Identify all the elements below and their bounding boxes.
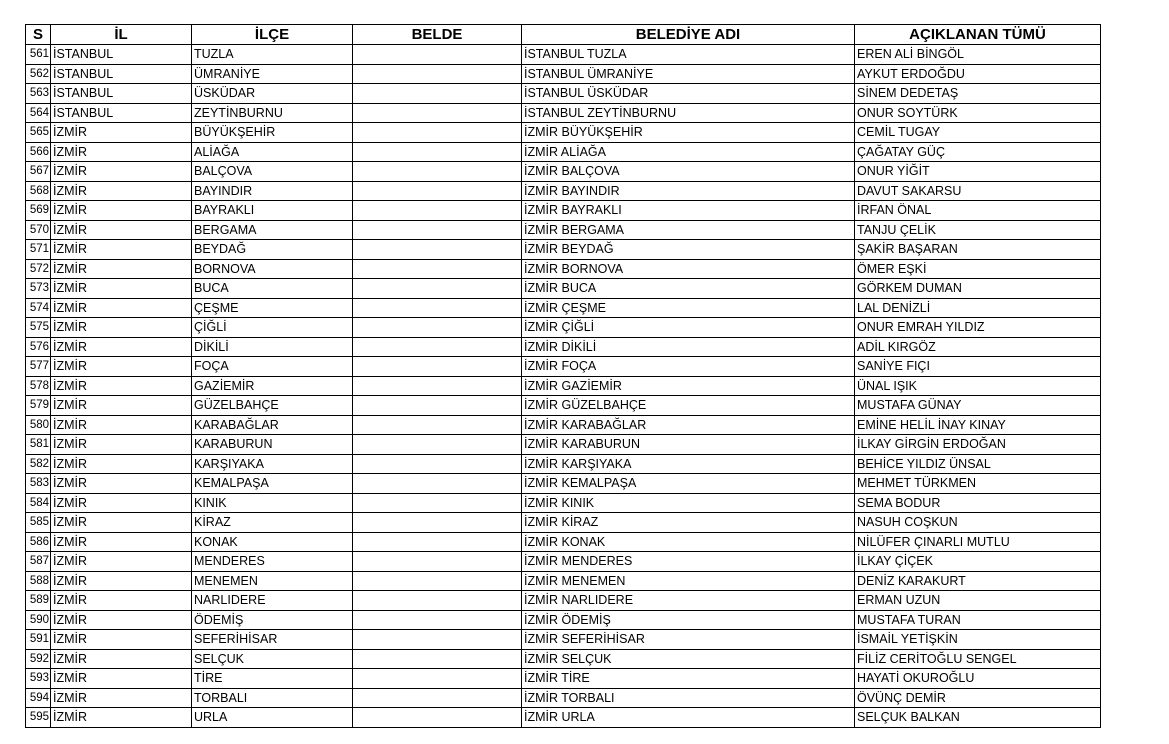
cell-ilce: TORBALI [192, 688, 353, 708]
cell-belediye-adi: İZMİR TORBALI [522, 688, 855, 708]
cell-belde [353, 591, 522, 611]
cell-belde [353, 415, 522, 435]
cell-ilce: KARABAĞLAR [192, 415, 353, 435]
cell-ilce: KINIK [192, 493, 353, 513]
table-row [26, 123, 1101, 143]
cell-belde [353, 649, 522, 669]
cell-il: İSTANBUL [51, 84, 192, 104]
table-row [26, 454, 1101, 474]
cell-s: 582 [26, 454, 51, 474]
cell-s: 584 [26, 493, 51, 513]
cell-ilce: SEFERİHİSAR [192, 630, 353, 650]
cell-belde [353, 552, 522, 572]
cell-belde [353, 220, 522, 240]
cell-s: 591 [26, 630, 51, 650]
cell-aciklanan: İRFAN ÖNAL [855, 201, 1101, 221]
table-row [26, 708, 1101, 728]
cell-aciklanan: MUSTAFA GÜNAY [855, 396, 1101, 416]
cell-ilce: BUCA [192, 279, 353, 299]
table-row [26, 415, 1101, 435]
cell-s: 577 [26, 357, 51, 377]
cell-il: İZMİR [51, 337, 192, 357]
cell-aciklanan: İLKAY GİRGİN ERDOĞAN [855, 435, 1101, 455]
cell-s: 562 [26, 64, 51, 84]
cell-s: 574 [26, 298, 51, 318]
cell-ilce: NARLIDERE [192, 591, 353, 611]
cell-belde [353, 435, 522, 455]
cell-belde [353, 45, 522, 65]
cell-belde [353, 708, 522, 728]
cell-belediye-adi: İZMİR KARABAĞLAR [522, 415, 855, 435]
cell-il: İSTANBUL [51, 45, 192, 65]
header-il: İL [51, 25, 192, 45]
cell-aciklanan: ONUR SOYTÜRK [855, 103, 1101, 123]
cell-ilce: DİKİLİ [192, 337, 353, 357]
cell-aciklanan: SELÇUK BALKAN [855, 708, 1101, 728]
cell-belediye-adi: İZMİR KEMALPAŞA [522, 474, 855, 494]
cell-s: 566 [26, 142, 51, 162]
table-row [26, 142, 1101, 162]
cell-aciklanan: AYKUT ERDOĞDU [855, 64, 1101, 84]
cell-ilce: BAYINDIR [192, 181, 353, 201]
cell-s: 589 [26, 591, 51, 611]
table-row [26, 259, 1101, 279]
cell-il: İZMİR [51, 415, 192, 435]
cell-aciklanan: ÇAĞATAY GÜÇ [855, 142, 1101, 162]
cell-belediye-adi: İSTANBUL ÜSKÜDAR [522, 84, 855, 104]
cell-belde [353, 454, 522, 474]
cell-ilce: BORNOVA [192, 259, 353, 279]
header-ilce: İLÇE [192, 25, 353, 45]
cell-il: İZMİR [51, 493, 192, 513]
cell-belediye-adi: İZMİR SEFERİHİSAR [522, 630, 855, 650]
cell-s: 571 [26, 240, 51, 260]
cell-ilce: MENDERES [192, 552, 353, 572]
cell-aciklanan: ÜNAL IŞIK [855, 376, 1101, 396]
table-row [26, 591, 1101, 611]
cell-il: İZMİR [51, 298, 192, 318]
header-belediye-adi: BELEDİYE ADI [522, 25, 855, 45]
table-row [26, 649, 1101, 669]
cell-ilce: KEMALPAŞA [192, 474, 353, 494]
table-row [26, 240, 1101, 260]
cell-s: 565 [26, 123, 51, 143]
table-row [26, 357, 1101, 377]
cell-aciklanan: SANİYE FIÇI [855, 357, 1101, 377]
cell-s: 588 [26, 571, 51, 591]
cell-s: 561 [26, 45, 51, 65]
cell-belediye-adi: İZMİR MENEMEN [522, 571, 855, 591]
table-row [26, 298, 1101, 318]
cell-s: 568 [26, 181, 51, 201]
cell-il: İZMİR [51, 318, 192, 338]
cell-aciklanan: CEMİL TUGAY [855, 123, 1101, 143]
cell-belediye-adi: İZMİR BERGAMA [522, 220, 855, 240]
cell-s: 572 [26, 259, 51, 279]
table-row [26, 474, 1101, 494]
cell-belediye-adi: İZMİR BUCA [522, 279, 855, 299]
cell-aciklanan: NASUH COŞKUN [855, 513, 1101, 533]
cell-aciklanan: NİLÜFER ÇINARLI MUTLU [855, 532, 1101, 552]
cell-aciklanan: FİLİZ CERİTOĞLU SENGEL [855, 649, 1101, 669]
cell-belde [353, 84, 522, 104]
cell-il: İSTANBUL [51, 103, 192, 123]
cell-belde [353, 688, 522, 708]
cell-belediye-adi: İZMİR GAZİEMİR [522, 376, 855, 396]
cell-ilce: ALİAĞA [192, 142, 353, 162]
cell-ilce: KARABURUN [192, 435, 353, 455]
cell-belde [353, 103, 522, 123]
table-row [26, 64, 1101, 84]
cell-belediye-adi: İZMİR BORNOVA [522, 259, 855, 279]
cell-ilce: SELÇUK [192, 649, 353, 669]
table-row [26, 532, 1101, 552]
cell-belde [353, 123, 522, 143]
cell-ilce: KARŞIYAKA [192, 454, 353, 474]
cell-aciklanan: DENİZ KARAKURT [855, 571, 1101, 591]
candidates-table [25, 24, 1101, 728]
cell-belde [353, 630, 522, 650]
cell-belde [353, 298, 522, 318]
cell-il: İZMİR [51, 240, 192, 260]
header-s: S [26, 25, 51, 45]
cell-belde [353, 571, 522, 591]
table-row [26, 610, 1101, 630]
cell-aciklanan: BEHİCE YILDIZ ÜNSAL [855, 454, 1101, 474]
cell-belediye-adi: İZMİR KİRAZ [522, 513, 855, 533]
cell-il: İZMİR [51, 123, 192, 143]
cell-aciklanan: MEHMET TÜRKMEN [855, 474, 1101, 494]
cell-aciklanan: ŞAKİR BAŞARAN [855, 240, 1101, 260]
cell-aciklanan: EMİNE HELİL İNAY KINAY [855, 415, 1101, 435]
cell-il: İZMİR [51, 181, 192, 201]
header-row [26, 25, 1101, 45]
cell-belediye-adi: İZMİR NARLIDERE [522, 591, 855, 611]
cell-belde [353, 279, 522, 299]
table-row [26, 45, 1101, 65]
cell-belde [353, 201, 522, 221]
table-row [26, 435, 1101, 455]
cell-belde [353, 259, 522, 279]
cell-ilce: URLA [192, 708, 353, 728]
cell-aciklanan: TANJU ÇELİK [855, 220, 1101, 240]
cell-s: 578 [26, 376, 51, 396]
cell-aciklanan: HAYATİ OKUROĞLU [855, 669, 1101, 689]
cell-aciklanan: İLKAY ÇİÇEK [855, 552, 1101, 572]
cell-il: İSTANBUL [51, 64, 192, 84]
cell-ilce: BÜYÜKŞEHİR [192, 123, 353, 143]
cell-il: İZMİR [51, 357, 192, 377]
cell-il: İZMİR [51, 532, 192, 552]
cell-belde [353, 396, 522, 416]
cell-belde [353, 610, 522, 630]
cell-belediye-adi: İZMİR KARŞIYAKA [522, 454, 855, 474]
header-aciklanan: AÇIKLANAN TÜMÜ [855, 25, 1101, 45]
cell-ilce: BEYDAĞ [192, 240, 353, 260]
cell-aciklanan: LAL DENİZLİ [855, 298, 1101, 318]
cell-il: İZMİR [51, 201, 192, 221]
cell-aciklanan: İSMAİL YETİŞKİN [855, 630, 1101, 650]
cell-s: 564 [26, 103, 51, 123]
cell-il: İZMİR [51, 162, 192, 182]
cell-il: İZMİR [51, 610, 192, 630]
table-row [26, 669, 1101, 689]
cell-belediye-adi: İZMİR KARABURUN [522, 435, 855, 455]
cell-aciklanan: ADİL KIRGÖZ [855, 337, 1101, 357]
cell-ilce: ZEYTİNBURNU [192, 103, 353, 123]
cell-belde [353, 64, 522, 84]
cell-s: 579 [26, 396, 51, 416]
cell-ilce: GAZİEMİR [192, 376, 353, 396]
cell-aciklanan: ONUR YİĞİT [855, 162, 1101, 182]
cell-s: 581 [26, 435, 51, 455]
cell-il: İZMİR [51, 454, 192, 474]
cell-s: 567 [26, 162, 51, 182]
cell-belediye-adi: İZMİR ÇEŞME [522, 298, 855, 318]
cell-belde [353, 532, 522, 552]
cell-belediye-adi: İZMİR BÜYÜKŞEHİR [522, 123, 855, 143]
cell-il: İZMİR [51, 220, 192, 240]
cell-s: 576 [26, 337, 51, 357]
cell-belde [353, 240, 522, 260]
cell-belediye-adi: İSTANBUL ZEYTİNBURNU [522, 103, 855, 123]
cell-ilce: BERGAMA [192, 220, 353, 240]
cell-belediye-adi: İZMİR ALİAĞA [522, 142, 855, 162]
cell-aciklanan: EREN ALİ BİNGÖL [855, 45, 1101, 65]
cell-il: İZMİR [51, 474, 192, 494]
cell-belediye-adi: İSTANBUL TUZLA [522, 45, 855, 65]
cell-il: İZMİR [51, 708, 192, 728]
cell-s: 573 [26, 279, 51, 299]
cell-il: İZMİR [51, 688, 192, 708]
cell-ilce: KONAK [192, 532, 353, 552]
table-row [26, 552, 1101, 572]
table-row [26, 376, 1101, 396]
table-row [26, 571, 1101, 591]
cell-il: İZMİR [51, 142, 192, 162]
table-row [26, 513, 1101, 533]
cell-aciklanan: MUSTAFA TURAN [855, 610, 1101, 630]
cell-ilce: BAYRAKLI [192, 201, 353, 221]
cell-belediye-adi: İZMİR KONAK [522, 532, 855, 552]
table-row [26, 493, 1101, 513]
cell-s: 590 [26, 610, 51, 630]
cell-belediye-adi: İZMİR BAYRAKLI [522, 201, 855, 221]
cell-belediye-adi: İZMİR DİKİLİ [522, 337, 855, 357]
cell-belediye-adi: İZMİR BALÇOVA [522, 162, 855, 182]
cell-belde [353, 493, 522, 513]
table-row [26, 279, 1101, 299]
cell-il: İZMİR [51, 259, 192, 279]
cell-il: İZMİR [51, 669, 192, 689]
cell-s: 563 [26, 84, 51, 104]
cell-belediye-adi: İZMİR TİRE [522, 669, 855, 689]
cell-s: 575 [26, 318, 51, 338]
cell-il: İZMİR [51, 591, 192, 611]
cell-belde [353, 337, 522, 357]
cell-ilce: ÖDEMİŞ [192, 610, 353, 630]
cell-il: İZMİR [51, 513, 192, 533]
cell-ilce: BALÇOVA [192, 162, 353, 182]
cell-il: İZMİR [51, 552, 192, 572]
table-row [26, 220, 1101, 240]
cell-aciklanan: SEMA BODUR [855, 493, 1101, 513]
cell-ilce: FOÇA [192, 357, 353, 377]
cell-il: İZMİR [51, 279, 192, 299]
cell-il: İZMİR [51, 376, 192, 396]
cell-ilce: ÇİĞLİ [192, 318, 353, 338]
cell-ilce: KİRAZ [192, 513, 353, 533]
table-row [26, 337, 1101, 357]
table-row [26, 688, 1101, 708]
cell-s: 594 [26, 688, 51, 708]
cell-s: 580 [26, 415, 51, 435]
cell-s: 583 [26, 474, 51, 494]
cell-aciklanan: DAVUT SAKARSU [855, 181, 1101, 201]
cell-belde [353, 669, 522, 689]
cell-belediye-adi: İZMİR FOÇA [522, 357, 855, 377]
cell-s: 587 [26, 552, 51, 572]
cell-aciklanan: ÖMER EŞKİ [855, 259, 1101, 279]
cell-aciklanan: ONUR EMRAH YILDIZ [855, 318, 1101, 338]
cell-aciklanan: ERMAN UZUN [855, 591, 1101, 611]
cell-belde [353, 318, 522, 338]
cell-s: 570 [26, 220, 51, 240]
cell-belde [353, 357, 522, 377]
table-row [26, 630, 1101, 650]
cell-s: 595 [26, 708, 51, 728]
cell-s: 592 [26, 649, 51, 669]
cell-ilce: MENEMEN [192, 571, 353, 591]
cell-ilce: TİRE [192, 669, 353, 689]
cell-il: İZMİR [51, 649, 192, 669]
cell-belde [353, 181, 522, 201]
cell-belediye-adi: İZMİR ÖDEMİŞ [522, 610, 855, 630]
table-row [26, 396, 1101, 416]
cell-il: İZMİR [51, 571, 192, 591]
table-body [26, 45, 1101, 728]
table-row [26, 181, 1101, 201]
cell-aciklanan: SİNEM DEDETAŞ [855, 84, 1101, 104]
table-row [26, 201, 1101, 221]
cell-il: İZMİR [51, 630, 192, 650]
cell-ilce: TUZLA [192, 45, 353, 65]
cell-belde [353, 474, 522, 494]
cell-s: 593 [26, 669, 51, 689]
cell-belediye-adi: İZMİR ÇİĞLİ [522, 318, 855, 338]
table-row [26, 103, 1101, 123]
cell-il: İZMİR [51, 435, 192, 455]
cell-s: 569 [26, 201, 51, 221]
cell-ilce: ÇEŞME [192, 298, 353, 318]
table-row [26, 84, 1101, 104]
cell-ilce: ÜMRANİYE [192, 64, 353, 84]
cell-s: 586 [26, 532, 51, 552]
cell-belediye-adi: İZMİR KINIK [522, 493, 855, 513]
table-row [26, 318, 1101, 338]
cell-belediye-adi: İSTANBUL ÜMRANİYE [522, 64, 855, 84]
cell-belediye-adi: İZMİR URLA [522, 708, 855, 728]
cell-ilce: ÜSKÜDAR [192, 84, 353, 104]
cell-belde [353, 513, 522, 533]
cell-belde [353, 162, 522, 182]
table-row [26, 162, 1101, 182]
cell-belde [353, 142, 522, 162]
header-belde: BELDE [353, 25, 522, 45]
cell-belediye-adi: İZMİR SELÇUK [522, 649, 855, 669]
cell-aciklanan: GÖRKEM DUMAN [855, 279, 1101, 299]
cell-ilce: GÜZELBAHÇE [192, 396, 353, 416]
cell-aciklanan: ÖVÜNÇ DEMİR [855, 688, 1101, 708]
cell-il: İZMİR [51, 396, 192, 416]
cell-belediye-adi: İZMİR BEYDAĞ [522, 240, 855, 260]
cell-belediye-adi: İZMİR GÜZELBAHÇE [522, 396, 855, 416]
cell-s: 585 [26, 513, 51, 533]
cell-belediye-adi: İZMİR MENDERES [522, 552, 855, 572]
cell-belde [353, 376, 522, 396]
cell-belediye-adi: İZMİR BAYINDIR [522, 181, 855, 201]
